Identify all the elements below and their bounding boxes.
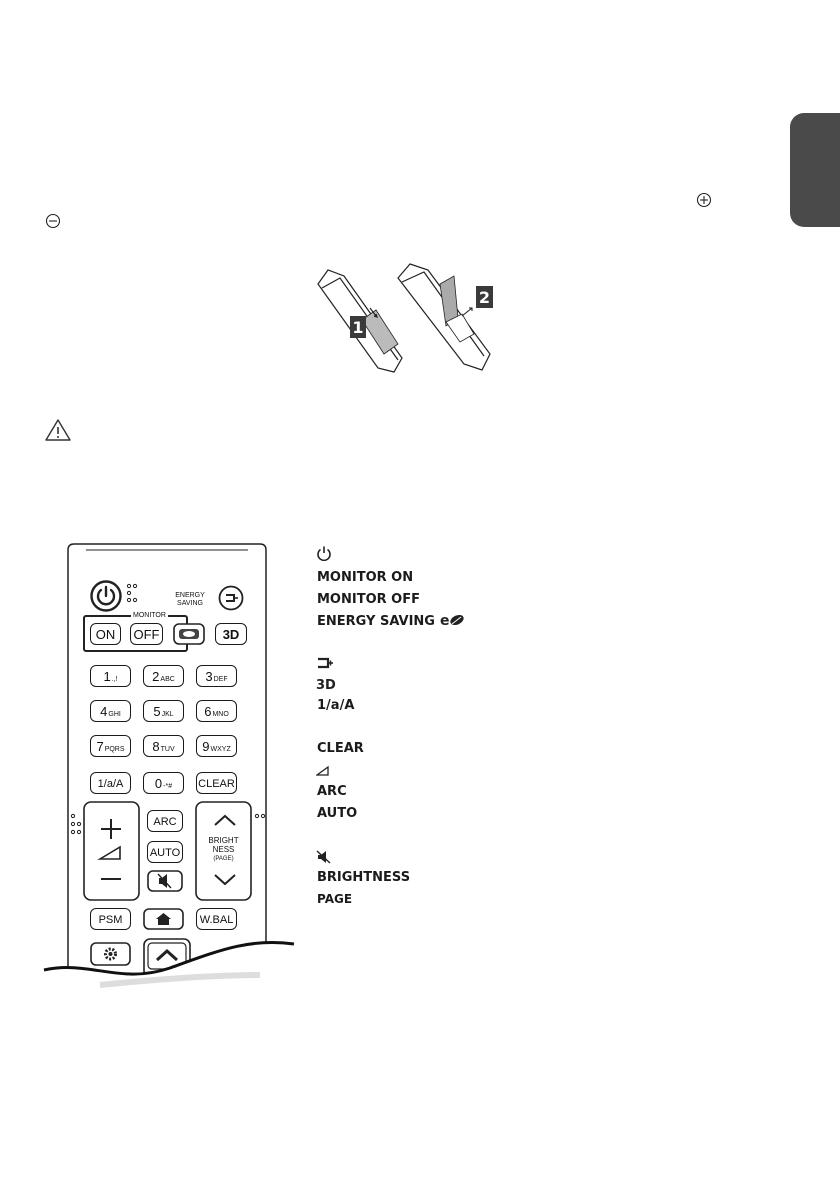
legend-auto: AUTO (317, 806, 358, 821)
button-3-letters: DEF (213, 676, 228, 683)
button-6-letters: MNO (212, 711, 229, 718)
button-5[interactable] (143, 700, 184, 722)
mute-button[interactable] (147, 870, 183, 892)
button-0-symbols: -*# (163, 783, 173, 790)
power-button[interactable] (90, 580, 122, 612)
button-1-letters: .,! (111, 676, 118, 683)
legend-energy-saving-text: ENERGY SAVING (317, 614, 435, 629)
button-5-digit: 5 (153, 704, 161, 719)
legend-monitor-off: MONITOR OFF (317, 592, 420, 607)
button-2[interactable] (143, 665, 184, 687)
brightness-label: BRIGHT NESS (208, 836, 239, 854)
button-8[interactable] (143, 735, 184, 757)
button-7-letters: PQRS (104, 746, 125, 753)
home-button[interactable] (143, 908, 184, 930)
button-9[interactable] (196, 735, 237, 757)
input-button[interactable] (218, 585, 244, 611)
energy-saving-button[interactable] (173, 623, 205, 645)
button-3[interactable] (196, 665, 237, 687)
warning-triangle-icon (44, 418, 72, 442)
brightness-down-icon[interactable] (212, 872, 238, 888)
button-2-digit: 2 (152, 669, 160, 684)
button-4-letters: GHI (108, 711, 121, 718)
button-1-digit: 1 (103, 669, 111, 684)
brightness-up-icon[interactable] (212, 812, 238, 828)
button-8-letters: TUV (160, 746, 175, 753)
arc-button[interactable]: ARC (147, 810, 183, 832)
legend-mute-icon (316, 850, 332, 864)
button-9-digit: 9 (202, 739, 210, 754)
button-0-digit: 0 (154, 776, 163, 791)
torn-edge (30, 930, 300, 995)
button-1[interactable] (90, 665, 131, 687)
button-5-letters: JKL (161, 711, 174, 718)
mode-button[interactable]: 1/a/A (90, 772, 131, 794)
energy-saving-label: ENERGY SAVING (175, 592, 205, 607)
legend-clear: CLEAR (317, 741, 364, 756)
step-2-label: 2 (478, 288, 491, 307)
legend-monitor-on: MONITOR ON (317, 570, 414, 585)
wbal-button[interactable]: W.BAL (196, 908, 237, 930)
legend-volume-icon (316, 765, 330, 777)
3d-button[interactable]: 3D (215, 623, 247, 645)
legend-input-icon (316, 656, 336, 670)
svg-text:3D: 3D (316, 678, 336, 691)
legend-mode: 1/a/A (317, 698, 355, 713)
button-7[interactable] (90, 735, 131, 757)
button-4[interactable] (90, 700, 131, 722)
button-8-digit: 8 (152, 739, 160, 754)
legend-energy-saving (317, 613, 466, 629)
off-button[interactable]: OFF (130, 623, 163, 645)
legend-page: PAGE (317, 892, 353, 906)
button-6-digit: 6 (204, 704, 212, 719)
language-side-tab (790, 113, 840, 227)
step-1-label: 1 (352, 318, 364, 337)
button-3-digit: 3 (205, 669, 213, 684)
legend-3d-icon (316, 677, 336, 691)
remote-control (30, 540, 300, 995)
button-2-letters: ABC (160, 676, 175, 683)
energy-saving-leaf-icon (440, 613, 466, 627)
button-4-digit: 4 (100, 704, 108, 719)
monitor-group-label: MONITOR (133, 612, 166, 619)
minus-terminal-icon (45, 213, 61, 229)
button-6[interactable] (196, 700, 237, 722)
plus-terminal-icon (696, 192, 712, 208)
volume-rocker[interactable] (96, 815, 126, 895)
button-9-letters: WXYZ (210, 746, 231, 753)
svg-text:e: e (439, 613, 449, 627)
legend-brightness: BRIGHTNESS (317, 870, 411, 885)
page-label: (PAGE) (213, 856, 234, 862)
button-0[interactable] (143, 772, 184, 794)
psm-button[interactable]: PSM (90, 908, 131, 930)
legend-arc: ARC (317, 784, 347, 799)
button-7-digit: 7 (96, 739, 104, 754)
clear-button[interactable]: CLEAR (196, 772, 237, 794)
legend-power-icon (316, 545, 332, 561)
on-button[interactable]: ON (90, 623, 121, 645)
battery-cover-illustration (312, 258, 502, 374)
auto-button[interactable]: AUTO (147, 841, 183, 863)
